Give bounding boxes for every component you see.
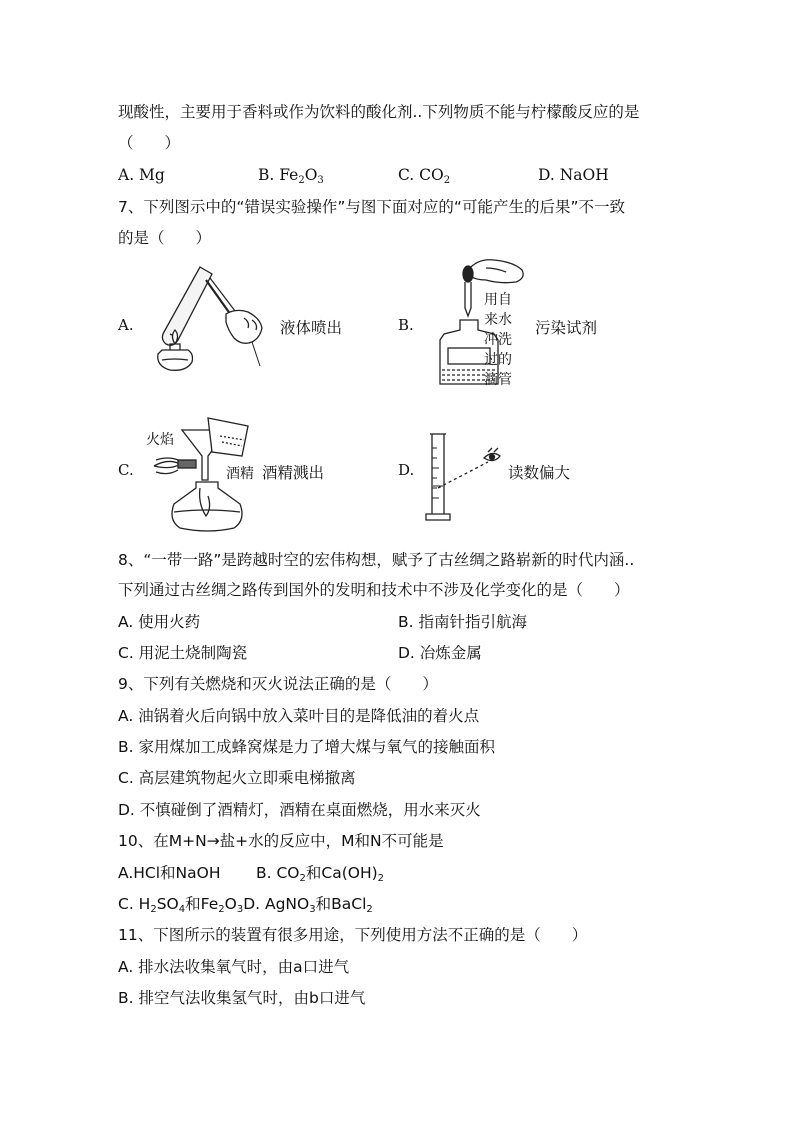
q6-option-d[interactable]: D. NaOH <box>538 166 609 184</box>
q7-stem-line2: 的是（ ） <box>118 229 212 247</box>
q7-fig-b-letter[interactable]: B. <box>398 316 414 334</box>
q11-stem: 11、下图所示的装置有很多用途，下列使用方法不正确的是（ ） <box>118 926 588 944</box>
q7-fig-c-letter[interactable]: C. <box>118 461 134 479</box>
q10-stem: 10、在M+N→盐+水的反应中，M和N不可能是 <box>118 832 444 850</box>
q9-option-d[interactable]: D. 不慎碰倒了酒精灯，酒精在桌面燃烧，用水来灭火 <box>118 801 481 819</box>
q7-fig-c-caption: 酒精溅出 <box>262 464 325 482</box>
q7-fig-b-dropper-label: 用自 来水 冲洗 过的 滴管 <box>484 292 512 388</box>
q7-fig-a-letter[interactable]: A. <box>118 316 134 334</box>
q7-fig-a-caption: 液体喷出 <box>280 319 343 337</box>
q7-fig-c-flame-label: 火焰 <box>146 432 174 448</box>
q8-stem-line2: 下列通过古丝绸之路传到国外的发明和技术中不涉及化学变化的是（ ） <box>118 581 630 599</box>
q10-option-a[interactable]: A.HCl和NaOH <box>118 864 221 882</box>
q8-option-c[interactable]: C. 用泥土烧制陶瓷 <box>118 644 248 662</box>
q9-option-c[interactable]: C. 高层建筑物起火立即乘电梯撤离 <box>118 769 356 787</box>
q7-stem-line1: 7、下列图示中的“错误实验操作”与图下面对应的“可能产生的后果”不一致 <box>118 198 625 216</box>
q11-option-b[interactable]: B. 排空气法收集氢气时，由b口进气 <box>118 989 366 1007</box>
q8-option-b[interactable]: B. 指南针指引航海 <box>398 613 527 631</box>
q7-fig-d-caption: 读数偏大 <box>508 464 571 482</box>
q9-option-a[interactable]: A. 油锅着火后向锅中放入菜叶目的是降低油的着火点 <box>118 707 480 725</box>
q10-option-b[interactable]: B. $CO_2$和$Ca(OH)_2$ <box>256 864 385 884</box>
q10-option-c[interactable]: C. $H_2SO_4$和$Fe_2O_3$ <box>118 895 244 915</box>
q7-fig-a-heating-tube-illustration <box>148 262 278 377</box>
q8-option-d[interactable]: D. 冶炼金属 <box>398 644 482 662</box>
q9-stem: 9、下列有关燃烧和灭火说法正确的是（ ） <box>118 675 438 693</box>
q10-option-d[interactable]: D. AgNO$_3$和BaCl$_2$ <box>243 895 373 915</box>
q6-option-a[interactable]: A. Mg <box>118 166 165 184</box>
q7-fig-b-caption: 污染试剂 <box>535 319 598 337</box>
q10-options-row1 <box>118 863 384 889</box>
q6-answer-paren: （ ） <box>118 134 181 152</box>
q6-options <box>118 165 609 191</box>
q8-stem-line1: 8、“一带一路”是跨越时空的宏伟构想，赋予了古丝绸之路崭新的时代内涵.. <box>118 551 635 569</box>
q7-fig-d-cylinder-reading-illustration <box>422 428 508 524</box>
q6-stem-continuation: 现酸性，主要用于香料或作为饮料的酸化剂..下列物质不能与柠檬酸反应的是 <box>118 103 640 121</box>
q7-fig-d-letter[interactable]: D. <box>398 461 415 479</box>
q11-option-a[interactable]: A. 排水法收集氧气时，由a口进气 <box>118 958 350 976</box>
q8-option-a[interactable]: A. 使用火药 <box>118 613 201 631</box>
q10-options-row2 <box>118 894 373 920</box>
q7-fig-c-alcohol-label: 酒精 <box>226 466 254 482</box>
q6-option-c[interactable]: C. $CO_2$ <box>398 166 451 186</box>
q9-option-b[interactable]: B. 家用煤加工成蜂窝煤是力了增大煤与氧气的接触面积 <box>118 738 495 756</box>
q6-option-b[interactable]: B. $Fe_2O_3$ <box>258 166 324 186</box>
